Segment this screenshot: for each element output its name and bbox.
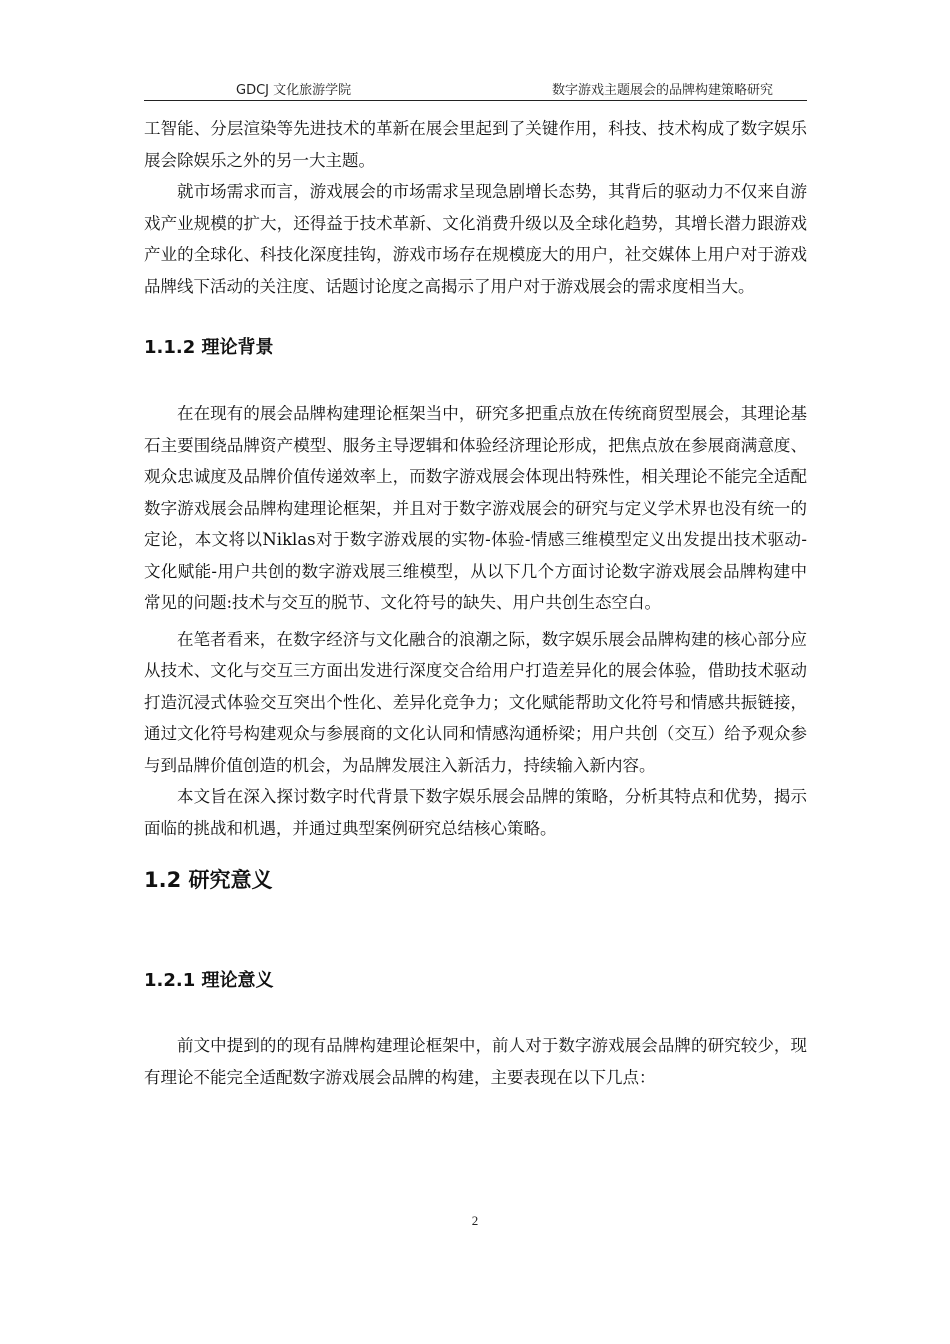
header-institution: GDCJ 文化旅游学院 [236, 83, 352, 98]
paragraph-market-demand: 就市场需求而言，游戏展会的市场需求呈现急剧增长态势，其背后的驱动力不仅来自游戏产业规模的扩大，还得益于技术革新、文化消费升级以及全球化趋势，其增长潜力跟游戏产业的全球化、科技化深度挂钩，游戏市场存在规模庞大的用户，社交媒体上用户对于游戏品牌线下活动的关注度、话题讨论度之高揭示了用户对于游戏展会的需求度相当大。 [144, 182, 807, 296]
section-heading-1-2 [144, 864, 807, 894]
page-number: 2 [471, 1213, 479, 1228]
page-header [144, 78, 807, 101]
section-heading-1-2-1 [144, 966, 807, 992]
section-number: 1.2.1 [144, 970, 202, 991]
section-heading-1-1-2 [144, 333, 807, 359]
paragraph-theory-background-3: 本文旨在深入探讨数字时代背景下数字娱乐展会品牌的策略，分析其特点和优势，揭示面临的挑战和机遇，并通过典型案例研究总结核心策略。 [144, 787, 807, 838]
section-number: 1.2 [144, 868, 189, 892]
paragraph-theory-background-1: 在在现有的展会品牌构建理论框架当中，研究多把重点放在传统商贸型展会，其理论基石主要围绕品牌资产模型、服务主导逻辑和体验经济理论形成，把焦点放在参展商满意度、观众忠诚度及品牌价值传递效率上，而数字游戏展会体现出特殊性，相关理论不能完全适配数字游戏展会品牌构建理论框架，并且对于数字游戏展会的研究与定义学术界也没有统一的定论，本文将以Niklas对于数字游戏展的实物-体验-情感三维模型定义出发提出技术驱动-文化赋能-用户共创的数字游戏展三维模型，从以下几个方面讨论数字游戏展会品牌构建中常见的问题:技术与交互的脱节、文化符号的缺失、用户共创生态空白。 [144, 404, 807, 612]
paragraph-theoretical-significance: 前文中提到的的现有品牌构建理论框架中，前人对于数字游戏展会品牌的研究较少，现有理论不能完全适配数字游戏展会品牌的构建，主要表现在以下几点： [144, 1036, 807, 1087]
section-number: 1.1.2 [144, 337, 202, 358]
header-paper-title: 数字游戏主题展会的品牌构建策略研究 [551, 83, 773, 98]
paragraph-theory-background-2: 在笔者看来，在数字经济与文化融合的浪潮之际，数字娱乐展会品牌构建的核心部分应从技术、文化与交互三方面出发进行深度交合给用户打造差异化的展会体验，借助技术驱动打造沉浸式体验交互突出个性化、差异化竞争力；文化赋能帮助文化符号和情感共振链接，通过文化符号构建观众与参展商的文化认同和情感沟通桥梁；用户共创（交互）给予观众参与到品牌价值创造的机会，为品牌发展注入新活力，持续输入新内容。 [144, 629, 807, 775]
section-title: 研究意义 [188, 868, 273, 892]
paragraph-continuation: 工智能、分层渲染等先进技术的革新在展会里起到了关键作用，科技、技术构成了数字娱乐展会除娱乐之外的另一大主题。 [144, 119, 807, 170]
page-body [144, 113, 807, 1093]
section-title: 理论意义 [201, 970, 274, 991]
section-title: 理论背景 [201, 337, 274, 358]
